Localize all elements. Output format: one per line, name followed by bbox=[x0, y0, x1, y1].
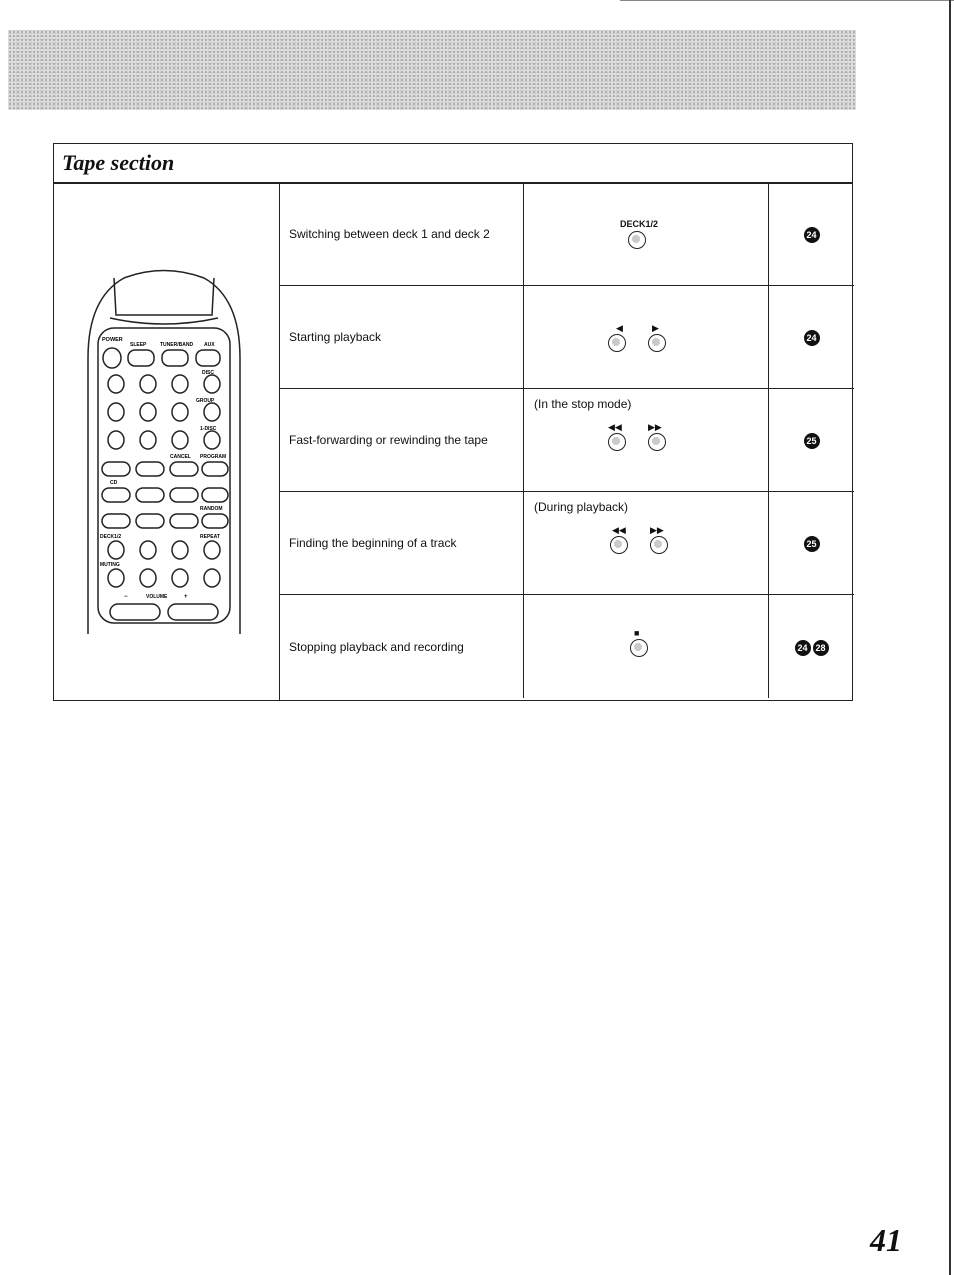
sleep-button[interactable] bbox=[128, 350, 154, 366]
cd-button[interactable] bbox=[102, 488, 130, 502]
cancel-button[interactable] bbox=[170, 462, 198, 476]
fast-forward-arrow: ▶▶ bbox=[650, 525, 664, 535]
album-button[interactable] bbox=[170, 514, 198, 528]
page-reference-badge: 24 bbox=[804, 227, 820, 243]
page-edge-rule bbox=[949, 0, 951, 1275]
repeat-label: REPEAT bbox=[200, 534, 220, 540]
description-cell bbox=[280, 389, 524, 491]
description-cell bbox=[280, 183, 524, 285]
number-button[interactable] bbox=[172, 431, 188, 449]
reference-cell bbox=[769, 595, 854, 698]
skip-forward-button[interactable] bbox=[170, 488, 198, 502]
fast-forward-button[interactable] bbox=[172, 541, 188, 559]
reverse-play-arrow: ◀ bbox=[616, 323, 623, 333]
reverse-play-button bbox=[608, 334, 626, 352]
sleep-label: SLEEP bbox=[130, 342, 147, 348]
play-pause-button[interactable] bbox=[102, 514, 130, 528]
tape-stop-button[interactable] bbox=[172, 569, 188, 587]
one-disc-button[interactable] bbox=[204, 431, 220, 449]
zero-button[interactable] bbox=[102, 462, 130, 476]
disc-button[interactable] bbox=[204, 375, 220, 393]
fast-forward-arrow: ▶▶ bbox=[648, 422, 662, 432]
rewind-arrow: ◀◀ bbox=[608, 422, 622, 432]
deck12-label: DECK1/2 bbox=[620, 219, 659, 229]
tape-reverse-play-button[interactable] bbox=[140, 569, 156, 587]
number-button[interactable] bbox=[140, 431, 156, 449]
table-row bbox=[280, 389, 854, 492]
row-description: Fast-forwarding or rewinding the tape bbox=[289, 433, 488, 447]
button-cell bbox=[524, 595, 769, 698]
cd-label: CD bbox=[110, 480, 118, 486]
disc-program-button[interactable] bbox=[202, 488, 228, 502]
section-title: Tape section bbox=[62, 150, 175, 175]
page-reference-badge: 24 bbox=[804, 330, 820, 346]
number-button[interactable] bbox=[172, 403, 188, 421]
program-button[interactable] bbox=[202, 462, 228, 476]
number-button[interactable] bbox=[108, 375, 124, 393]
fast-forward-button bbox=[648, 433, 666, 451]
row-description: Switching between deck 1 and deck 2 bbox=[289, 227, 490, 241]
row-description: Stopping playback and recording bbox=[289, 639, 464, 654]
button-cell bbox=[524, 492, 769, 594]
table-row bbox=[280, 183, 854, 286]
rewind-button[interactable] bbox=[140, 541, 156, 559]
button-cell bbox=[524, 286, 769, 388]
muting-label: MUTING bbox=[100, 562, 120, 568]
repeat-button[interactable] bbox=[204, 541, 220, 559]
aux-button[interactable] bbox=[196, 350, 220, 366]
stop-symbol: ■ bbox=[634, 628, 640, 638]
table-row bbox=[280, 595, 854, 698]
description-cell bbox=[280, 595, 524, 698]
volume-label: VOLUME bbox=[146, 594, 168, 600]
button-cell bbox=[524, 183, 769, 285]
number-button[interactable] bbox=[108, 431, 124, 449]
number-button[interactable] bbox=[140, 403, 156, 421]
rewind-button bbox=[610, 536, 628, 554]
fast-forward-button bbox=[650, 536, 668, 554]
group-label: GROUP bbox=[196, 398, 215, 404]
group-button[interactable] bbox=[204, 403, 220, 421]
deck12-label: DECK1/2 bbox=[100, 534, 122, 540]
tape-play-button[interactable] bbox=[204, 569, 220, 587]
tuner-band-button[interactable] bbox=[162, 350, 188, 366]
random-label: RANDOM bbox=[200, 506, 223, 512]
rewind-arrow: ◀◀ bbox=[612, 525, 626, 535]
tape-section-box bbox=[53, 143, 853, 701]
deck12-button[interactable] bbox=[108, 541, 124, 559]
power-label: POWER bbox=[102, 337, 123, 343]
rewind-button bbox=[608, 433, 626, 451]
one-disc-label: 1-DISC bbox=[200, 426, 217, 432]
ten-plus-button[interactable] bbox=[136, 462, 164, 476]
remote-control-illustration bbox=[84, 268, 244, 634]
page-reference-badge: 24 bbox=[795, 640, 811, 656]
reference-cell bbox=[769, 389, 854, 491]
forward-play-button bbox=[648, 334, 666, 352]
page-reference-badge: 28 bbox=[813, 640, 829, 656]
reference-cell bbox=[769, 286, 854, 388]
remote-illustration-column bbox=[54, 183, 280, 700]
mode-note: (In the stop mode) bbox=[534, 397, 632, 411]
page-number: 41 bbox=[870, 1222, 902, 1258]
volume-minus-label: − bbox=[124, 594, 128, 600]
number-button[interactable] bbox=[172, 375, 188, 393]
tuner-band-label: TUNER/BAND bbox=[160, 342, 194, 348]
number-button[interactable] bbox=[140, 375, 156, 393]
description-cell bbox=[280, 286, 524, 388]
table-row bbox=[280, 492, 854, 595]
disc-label: DISC bbox=[202, 370, 214, 376]
top-edge-rule bbox=[620, 0, 954, 1]
mode-note: (During playback) bbox=[534, 500, 629, 514]
row-description: Starting playback bbox=[289, 330, 382, 344]
volume-down-button[interactable] bbox=[110, 604, 160, 620]
program-label: PROGRAM bbox=[200, 454, 227, 460]
cancel-label: CANCEL bbox=[170, 454, 191, 460]
button-cell bbox=[524, 389, 769, 491]
power-button[interactable] bbox=[103, 348, 121, 368]
header-halftone-band bbox=[8, 30, 856, 110]
number-button[interactable] bbox=[108, 403, 124, 421]
description-cell bbox=[280, 492, 524, 594]
stop-button bbox=[630, 639, 648, 657]
random-button[interactable] bbox=[202, 514, 228, 528]
page-reference-badge: 25 bbox=[804, 536, 820, 552]
page-reference-badge: 25 bbox=[804, 433, 820, 449]
reference-cell bbox=[769, 492, 854, 594]
volume-plus-label: + bbox=[184, 594, 188, 600]
volume-up-button[interactable] bbox=[168, 604, 218, 620]
stop-button[interactable] bbox=[136, 514, 164, 528]
muting-button[interactable] bbox=[108, 569, 124, 587]
deck12-button bbox=[628, 231, 646, 249]
aux-label: AUX bbox=[204, 342, 215, 348]
skip-back-button[interactable] bbox=[136, 488, 164, 502]
forward-play-arrow: ▶ bbox=[652, 323, 659, 333]
table-row bbox=[280, 286, 854, 389]
row-description: Finding the beginning of a track bbox=[289, 536, 457, 550]
reference-cell bbox=[769, 183, 854, 285]
